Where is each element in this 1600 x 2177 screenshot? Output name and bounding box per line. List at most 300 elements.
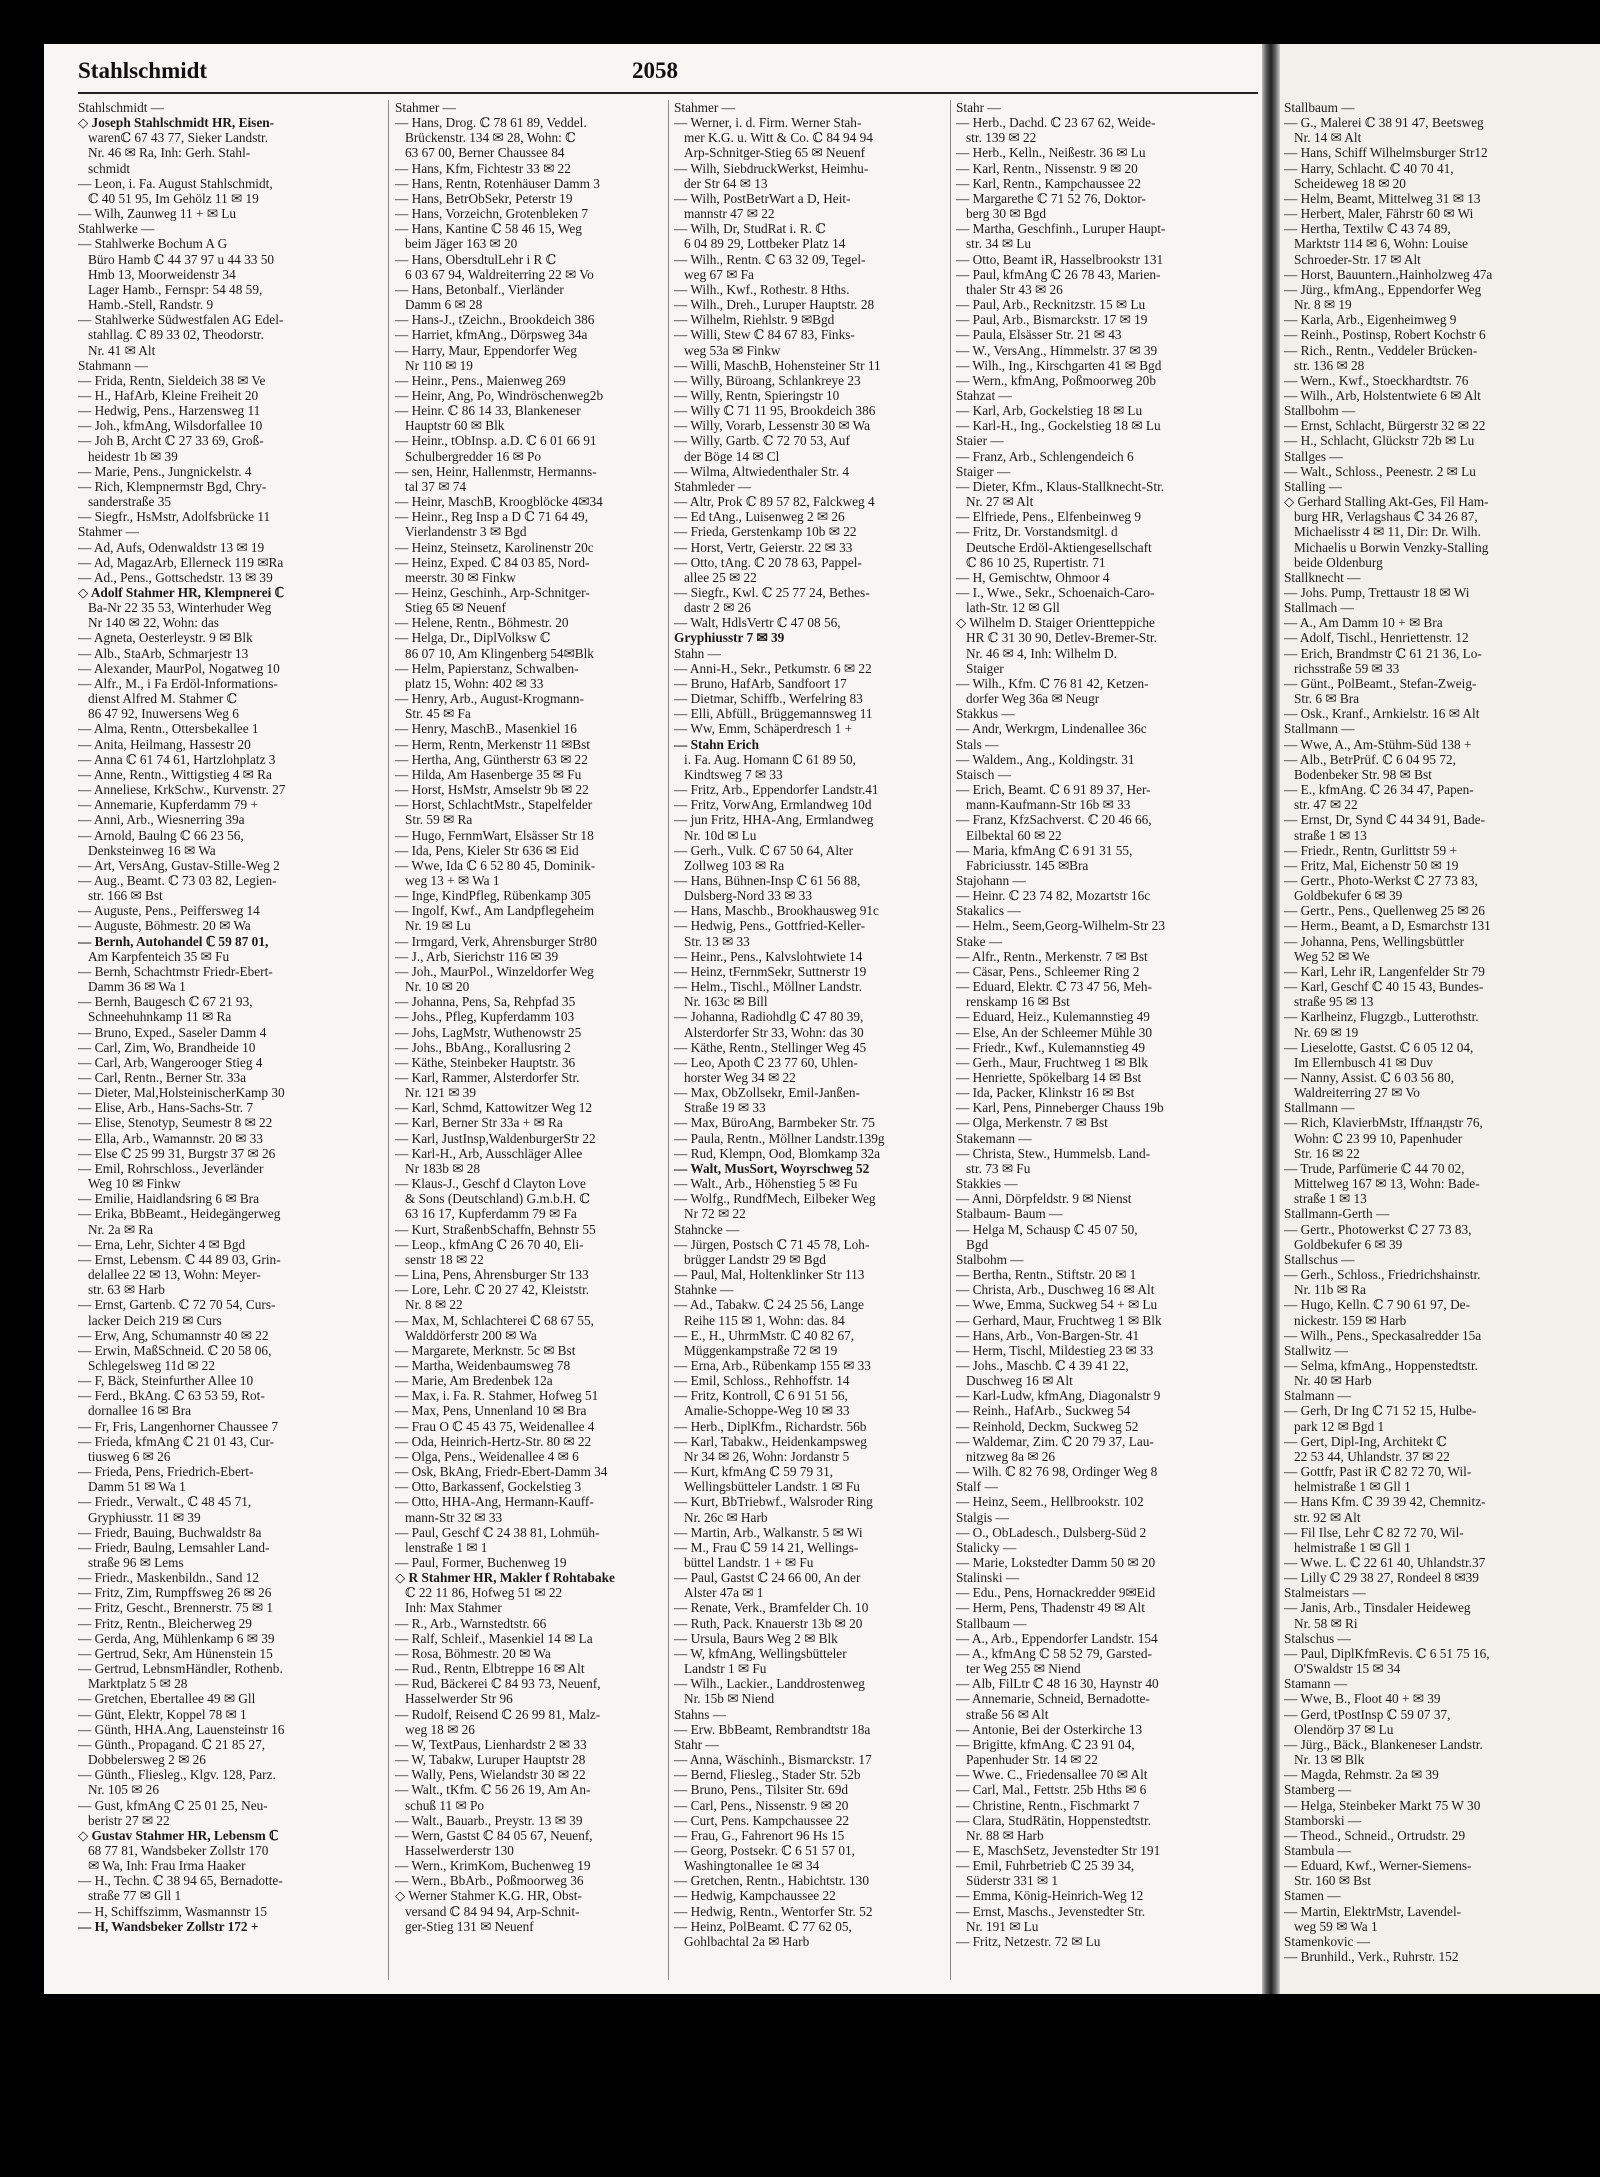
directory-entry: — E, MaschSetz, Jevenstedter Str 191: [956, 1842, 1161, 1858]
directory-entry: — W., VersAng., Himmelstr. 37 ✉ 39: [956, 342, 1158, 358]
directory-entry: Nr. 8 ✉ 19: [1294, 297, 1352, 313]
directory-entry: — Bruno, Exped., Saseler Damm 4: [78, 1024, 267, 1040]
directory-entry: — Wilh, Zaunweg 11 + ✉ Lu: [78, 206, 237, 222]
directory-entry: Zollweg 103 ✉ Ra: [684, 857, 785, 873]
directory-entry: — Martha, Geschfinh., Luruper Haupt-: [956, 221, 1166, 237]
directory-entry: — Wilh, PostBetrWart a D, Heit-: [674, 190, 851, 206]
directory-entry: — Wilh, Dr, StudRat i. R. ℂ: [674, 221, 826, 237]
directory-entry: mann-Kaufmann-Str 16b ✉ 33: [966, 797, 1131, 813]
directory-entry: Str. 13 ✉ 33: [684, 933, 750, 949]
directory-entry: — Hans, Betonbalf., Vierländer: [395, 281, 564, 297]
directory-entry: — Karl, Geschf ℂ 40 15 43, Bundes-: [1284, 979, 1484, 995]
directory-entry: — Karl, Lehr iR, Langenfelder Str 79: [1284, 963, 1485, 979]
directory-entry: — Hans, Kfm, Fichtestr 33 ✉ 22: [395, 160, 571, 176]
directory-entry: — Anita, Heilmang, Hassestr 20: [78, 736, 251, 752]
surname-heading: Stakkies —: [956, 1176, 1018, 1192]
directory-entry: Nr. 88 ✉ Harb: [966, 1827, 1044, 1843]
directory-entry: dorfer Weg 36a ✉ Neugr: [966, 691, 1100, 707]
directory-entry: Damm 36 ✉ Wa 1: [88, 979, 186, 995]
directory-entry: 22 53 44, Uhlandstr. 37 ✉ 22: [1294, 1448, 1450, 1464]
directory-entry: — Kurt, kfmAng ℂ 59 79 31,: [674, 1464, 834, 1480]
directory-entry: — Max, Pens, Unnenland 10 ✉ Bra: [395, 1403, 587, 1419]
directory-entry: — Wilh., Kfm. ℂ 76 81 42, Ketzen-: [956, 675, 1149, 691]
directory-entry: — Ingolf, Kwf., Am Landpflegeheim: [395, 903, 595, 919]
directory-entry: — Johs., BbAng., Korallusring 2: [395, 1039, 571, 1055]
directory-entry: — Walt, HdlsVertr ℂ 47 08 56,: [674, 615, 841, 631]
directory-entry: — Walt, MusSort, Woyrschweg 52: [674, 1160, 870, 1176]
directory-entry: — Willi, MaschB, Hohensteiner Str 11: [674, 357, 881, 373]
directory-entry: Nr. 69 ✉ 19: [1294, 1024, 1359, 1040]
directory-entry: ◇ Gerhard Stalling Akt-Ges, Fil Ham-: [1284, 494, 1489, 510]
directory-entry: — Wilh., Ing., Kirschgarten 41 ✉ Bgd: [956, 357, 1162, 373]
directory-entry: — Gottfr, Past iR ℂ 82 72 70, Wil-: [1284, 1464, 1472, 1480]
directory-entry: Nr. 19 ✉ Lu: [405, 918, 471, 934]
directory-entry: — Henry, Arb., August-Krogmann-: [395, 691, 584, 707]
directory-entry: — Erna, Lehr, Sichter 4 ✉ Bgd: [78, 1236, 246, 1252]
directory-entry: — Friedr., Rentn, Gurlittstr 59 +: [1284, 842, 1457, 858]
directory-entry: — Aug., Beamt. ℂ 73 03 82, Legien-: [78, 872, 277, 888]
directory-entry: — Johanna, Radiohdlg ℂ 47 80 39,: [674, 1009, 864, 1025]
directory-entry: Schulbergredder 16 ✉ Po: [405, 448, 542, 464]
directory-entry: — A., kfmAng ℂ 58 52 79, Garsted-: [956, 1645, 1152, 1661]
directory-entry: — Wilh., Kwf., Rothestr. 8 Hths.: [674, 281, 850, 297]
directory-entry: — Carl, Zim, Wo, Brandheide 10: [78, 1039, 256, 1055]
directory-entry: — Oda, Heinrich-Hertz-Str. 80 ✉ 22: [395, 1433, 592, 1449]
surname-heading: Stallschus —: [1284, 1251, 1355, 1267]
directory-entry: Goldbekufer 6 ✉ 39: [1294, 888, 1403, 904]
directory-entry: berg 30 ✉ Bgd: [966, 206, 1046, 222]
directory-entry: Amalie-Schoppe-Weg 10 ✉ 33: [684, 1403, 850, 1419]
directory-entry: Gryphiusstr 7 ✉ 39: [674, 630, 785, 646]
directory-entry: — Heinz, Exped. ℂ 84 03 85, Nord-: [395, 554, 590, 570]
directory-entry: ◇ R Stahmer HR, Makler f Rohtabake: [395, 1570, 615, 1586]
directory-entry: — Max, ObZollsekr, Emil-Janßen-: [674, 1085, 860, 1101]
directory-entry: — Henry, MaschB., Masenkiel 16: [395, 721, 577, 737]
directory-entry: — Gust, kfmAng ℂ 25 01 25, Neu-: [78, 1797, 268, 1813]
directory-entry: burg HR, Verlagshaus ℂ 34 26 87,: [1294, 509, 1478, 525]
directory-entry: versand ℂ 84 94 94, Arp-Schnit-: [405, 1903, 580, 1919]
directory-entry: Inh: Max Stahmer: [405, 1600, 502, 1616]
directory-entry: Fabriciusstr. 145 ✉Bra: [966, 857, 1089, 873]
directory-entry: schmidt: [88, 160, 131, 176]
directory-entry: — Johanna, Pens, Sa, Rehpfad 35: [395, 994, 576, 1010]
directory-entry: — W, TextPaus, Lienhardstr 2 ✉ 33: [395, 1736, 587, 1752]
directory-entry: — Ida, Pens, Kieler Str 636 ✉ Eid: [395, 842, 579, 858]
directory-entry: Vierlandenstr 3 ✉ Bgd: [405, 524, 527, 540]
directory-entry: O'Swaldstr 15 ✉ 34: [1294, 1661, 1401, 1677]
directory-entry: — Rosa, Böhmestr. 20 ✉ Wa: [395, 1645, 551, 1661]
directory-entry: — Horst, SchlachtMstr., Stapelfelder: [395, 797, 593, 813]
surname-heading: Stambula —: [1284, 1842, 1351, 1858]
directory-entry: — Wern., KrimKom, Buchenweg 19: [395, 1858, 591, 1874]
directory-entry: — Harry, Schlacht. ℂ 40 70 41,: [1284, 160, 1454, 176]
directory-entry: — Annemarie, Schneid, Bernadotte-: [956, 1691, 1150, 1707]
directory-entry: — Paul, Mal, Holtenklinker Str 113: [674, 1267, 865, 1283]
directory-entry: — Jürgen, Postsch ℂ 71 45 78, Loh-: [674, 1236, 870, 1252]
directory-entry: dornallee 16 ✉ Bra: [88, 1403, 192, 1419]
directory-entry: Waldreiterring 27 ✉ Vo: [1294, 1085, 1420, 1101]
directory-entry: Wellingsbütteler Landstr. 1 ✉ Fu: [684, 1479, 860, 1495]
directory-entry: Lager Hamb., Fernspr: 54 48 59,: [88, 281, 263, 297]
surname-heading: Staier —: [956, 433, 1004, 449]
directory-entry: — Emil, Fuhrbetrieb ℂ 25 39 34,: [956, 1858, 1135, 1874]
directory-entry: — Franz, KfzSachverst. ℂ 20 46 66,: [956, 812, 1152, 828]
directory-entry: — Gertr., Photowerkst ℂ 27 73 83,: [1284, 1221, 1472, 1237]
surname-heading: Stahmer —: [78, 524, 139, 540]
directory-entry: — Heinr., Pens., Maienweg 269: [395, 372, 566, 388]
directory-entry: — Alb, FilLtr ℂ 48 16 30, Haynstr 40: [956, 1676, 1159, 1692]
surname-heading: Stalicky —: [956, 1539, 1017, 1555]
directory-entry: — Karl, Schmd, Kattowitzer Weg 12: [395, 1100, 592, 1116]
directory-entry: Landstr 1 ✉ Fu: [684, 1661, 767, 1677]
directory-entry: der Böge 14 ✉ Cl: [684, 448, 780, 464]
directory-entry: — Bernh, Autohandel ℂ 59 87 01,: [78, 933, 269, 949]
directory-entry: Marktstr 114 ✉ 6, Wohn: Louise: [1294, 236, 1469, 252]
surname-heading: Stallmach —: [1284, 600, 1354, 616]
directory-entry: — Otto, Barkassenf, Gockelstieg 3: [395, 1479, 582, 1495]
directory-entry: — Fritz, Dr. Vorstandsmitgl. d: [956, 524, 1118, 540]
directory-entry: Hamb.-Stell, Randstr. 9: [88, 297, 214, 313]
directory-entry: Straße 19 ✉ 33: [684, 1100, 766, 1116]
directory-entry: Papenhuder Str. 14 ✉ 22: [966, 1752, 1098, 1768]
directory-entry: — Walt., Bauarb., Preystr. 13 ✉ 39: [395, 1812, 583, 1828]
directory-entry: Nr. 40 ✉ Harb: [1294, 1373, 1372, 1389]
directory-entry: — Gertr., Pens., Quellenweg 25 ✉ 26: [1284, 903, 1485, 919]
directory-entry: — Carl, Mal., Fettstr. 25b Hths ✉ 6: [956, 1782, 1147, 1798]
directory-entry: nitzweg 8a ✉ 26: [966, 1448, 1056, 1464]
directory-entry: — Günth., Fliesleg., Klgv. 128, Parz.: [78, 1767, 276, 1783]
directory-entry: — Carl, Pens., Nissenstr. 9 ✉ 20: [674, 1797, 849, 1813]
directory-entry: — Erw, Ang, Schumannstr 40 ✉ 22: [78, 1327, 269, 1343]
directory-entry: Walddörferstr 200 ✉ Wa: [405, 1327, 537, 1343]
surname-heading: Stakemann —: [956, 1130, 1032, 1146]
directory-entry: Hasselwerder Str 96: [405, 1691, 513, 1707]
directory-entry: tal 37 ✉ 74: [405, 478, 466, 494]
surname-heading: Stahn —: [674, 645, 721, 661]
directory-entry: — Walt., Arb., Höhenstieg 5 ✉ Fu: [674, 1176, 858, 1192]
directory-entry: — Paul, Gastst ℂ 24 66 00, An der: [674, 1570, 861, 1586]
directory-entry: — Hugo, FernmWart, Elsässer Str 18: [395, 827, 594, 843]
surname-heading: Stalmeistars —: [1284, 1585, 1366, 1601]
directory-entry: — Fritz, Arb., Eppendorfer Landstr.41: [674, 782, 879, 798]
directory-entry: — Willy ℂ 71 11 95, Brookdeich 386: [674, 403, 876, 419]
directory-entry: — Martin, Arb., Walkanstr. 5 ✉ Wi: [674, 1524, 863, 1540]
directory-entry: ◇ Werner Stahmer K.G. HR, Obst-: [395, 1888, 582, 1904]
directory-entry: — Karl, Berner Str 33a + ✉ Ra: [395, 1115, 563, 1131]
directory-entry: — Helm, Beamt, Mittelweg 31 ✉ 13: [1284, 190, 1481, 206]
directory-entry: — Elise, Stenotyp, Seumestr 8 ✉ 22: [78, 1115, 273, 1131]
directory-entry: — Renate, Verk., Bramfelder Ch. 10: [674, 1600, 869, 1616]
directory-entry: ◇ Adolf Stahmer HR, Klempnerei ℂ: [78, 585, 284, 600]
directory-entry: — Wilh., Pens., Speckasalredder 15a: [1284, 1327, 1482, 1343]
directory-entry: — Osk, BkAng, Friedr-Ebert-Damm 34: [395, 1464, 608, 1480]
directory-entry: — Friedr., Verwalt., ℂ 48 45 71,: [78, 1494, 252, 1510]
directory-entry: — Friedr, Baulng, Lemsahler Land-: [78, 1539, 270, 1555]
directory-entry: — Rudolf, Reisend ℂ 26 99 81, Malz-: [395, 1706, 601, 1722]
directory-entry: straße 96 ✉ Lems: [88, 1555, 184, 1570]
directory-entry: Str. 45 ✉ Fa: [405, 706, 471, 722]
directory-entry: — Anna, Wäschinh., Bismarckstr. 17: [674, 1752, 872, 1768]
surname-heading: Stahns —: [674, 1706, 727, 1722]
directory-entry: — Karl-H., Arb, Ausschläger Allee: [395, 1145, 583, 1161]
directory-entry: — Anni, Dörpfeldstr. 9 ✉ Nienst: [956, 1191, 1132, 1207]
directory-entry: — Frau O ℂ 45 43 75, Weidenallee 4: [395, 1418, 595, 1434]
header-rule: [78, 92, 1258, 94]
directory-entry: — E., H., UhrmMstr. ℂ 40 82 67,: [674, 1327, 855, 1343]
directory-entry: — Fritz, Mal, Eichenstr 50 ✉ 19: [1284, 857, 1459, 873]
directory-entry: — Helm, Papierstanz, Schwalben-: [395, 660, 579, 676]
directory-entry: — Heinr., Reg Insp a D ℂ 71 64 49,: [395, 509, 589, 525]
surname-heading: Stahmer —: [674, 100, 735, 115]
directory-entry: — Janis, Arb., Tinsdaler Heideweg: [1284, 1600, 1471, 1616]
directory-entry: straße 95 ✉ 13: [1294, 994, 1374, 1010]
directory-entry: 6 04 89 29, Lottbeker Platz 14: [684, 236, 846, 252]
directory-entry: — Karl, JustInsp,WaldenburgerStr 22: [395, 1130, 596, 1146]
directory-entry: — Klaus-J., Geschf d Clayton Love: [395, 1176, 586, 1192]
directory-entry: — Eduard, Elektr. ℂ 73 47 56, Meh-: [956, 979, 1152, 995]
directory-entry: park 12 ✉ Bgd 1: [1294, 1418, 1385, 1434]
directory-entry: Damm 51 ✉ Wa 1: [88, 1479, 186, 1495]
directory-entry: dastr 2 ✉ 26: [684, 600, 751, 616]
directory-entry: — Wolfg., RundfMech, Eilbeker Weg: [674, 1191, 876, 1207]
directory-entry: Reihe 115 ✉ 1, Wohn: das. 84: [684, 1312, 845, 1328]
directory-entry: — Otto, tAng. ℂ 20 78 63, Pappel-: [674, 554, 862, 570]
directory-entry: — Waldemar, Zim. ℂ 20 79 37, Lau-: [956, 1433, 1154, 1449]
directory-entry: — Karl, Rentn., Nissenstr. 9 ✉ 20: [956, 160, 1138, 176]
directory-entry: — Nanny, Assist. ℂ 6 03 56 80,: [1284, 1070, 1455, 1085]
directory-entry: & Sons (Deutschland) G.m.b.H. ℂ: [405, 1191, 590, 1207]
directory-entry: — Gertrud, LebnsmHändler, Rothenb.: [78, 1661, 283, 1677]
surname-heading: Stamberg —: [1284, 1782, 1352, 1798]
directory-entry: — Johs., Pfleg, Kupferdamm 103: [395, 1009, 575, 1025]
directory-entry: — Ernst, Maschs., Jevenstedter Str.: [956, 1903, 1146, 1919]
directory-entry: der Str 64 ✉ 13: [684, 175, 768, 191]
directory-entry: Duschweg 16 ✉ Alt: [966, 1373, 1073, 1389]
directory-entry: mann-Str 32 ✉ 33: [405, 1509, 503, 1525]
directory-entry: — Hans, Rentn, Rotenhäuser Damm 3: [395, 175, 600, 191]
directory-entry: thaler Str 43 ✉ 26: [966, 281, 1063, 297]
surname-heading: Stallmann-Gerth —: [1284, 1206, 1390, 1222]
directory-entry: Gryphiusstr. 11 ✉ 39: [88, 1509, 201, 1525]
directory-entry: — Paul, DiplKfmRevis. ℂ 6 51 75 16,: [1284, 1645, 1490, 1661]
directory-entry: Nr. 121 ✉ 39: [405, 1085, 476, 1101]
directory-entry: — M., Frau ℂ 59 14 21, Wellings-: [674, 1539, 859, 1555]
directory-entry: Goldbekufer 6 ✉ 39: [1294, 1236, 1403, 1252]
directory-entry: — Helga, Steinbeker Markt 75 W 30: [1284, 1797, 1481, 1813]
directory-entry: — Günth, HHA.Ang, Lauensteinstr 16: [78, 1721, 285, 1737]
directory-entry: — Rich, KlavierbMstr, Iffландstr 76,: [1284, 1115, 1483, 1131]
surname-heading: Stahncke —: [674, 1221, 740, 1237]
directory-entry: weg 18 ✉ 26: [405, 1721, 475, 1737]
directory-entry: ◇ Wilhelm D. Staiger Orientteppiche: [956, 615, 1155, 631]
directory-entry: helmistraße 1 ✉ Gll 1: [1294, 1539, 1411, 1555]
directory-entry: — Frieda, Gerstenkamp 10b ✉ 22: [674, 524, 857, 540]
directory-entry: — jun Fritz, HHA-Ang, Ermlandweg: [674, 812, 874, 828]
directory-entry: — Gerhard, Maur, Fruchtweg 1 ✉ Blk: [956, 1312, 1162, 1328]
directory-entry: — Rich., Rentn., Veddeler Brücken-: [1284, 342, 1478, 358]
surname-heading: Stahlwerke —: [78, 221, 155, 237]
directory-entry: 6 03 67 94, Waldreiterring 22 ✉ Vo: [405, 266, 594, 282]
directory-entry: — Reinhold, Deckm, Suckweg 52: [956, 1418, 1139, 1434]
directory-entry: — Wilh. ℂ 82 76 98, Ordinger Weg 8: [956, 1464, 1158, 1480]
directory-entry: — Johanna, Pens, Wellingsbüttler: [1284, 933, 1465, 949]
directory-entry: Staiger: [966, 660, 1004, 676]
directory-entry: Eilbektal 60 ✉ 22: [966, 827, 1062, 843]
directory-column-2: [395, 100, 663, 2000]
directory-entry: — W, kfmAng, Wellingsbütteler: [674, 1645, 847, 1661]
directory-entry: — O., ObLadesch., Dulsberg-Süd 2: [956, 1524, 1147, 1540]
directory-entry: — Hertha, Textilw ℂ 43 74 89,: [1284, 221, 1451, 237]
directory-entry: — Hans, Maschb., Brookhausweg 91c: [674, 903, 879, 919]
directory-entry: — Herm., Beamt, a D, Esmarchstr 131: [1284, 918, 1491, 934]
directory-entry: — Frida, Rentn, Sieldeich 38 ✉ Ve: [78, 372, 266, 388]
directory-entry: — Inge, KindPfleg, Rübenkamp 305: [395, 888, 591, 904]
directory-entry: — sen, Heinr, Hallenmstr, Hermanns-: [395, 463, 597, 479]
directory-entry: Im Ellernbusch 41 ✉ Duv: [1294, 1054, 1433, 1070]
directory-entry: — Eduard, Heiz., Kulemannstieg 49: [956, 1009, 1150, 1025]
directory-entry: — J., Arb, Sierichstr 116 ✉ 39: [395, 948, 559, 964]
directory-entry: Weg 10 ✉ Finkw: [88, 1176, 181, 1192]
directory-entry: — Alfr., M., i Fa Erdöl-Informations-: [78, 675, 278, 691]
directory-entry: mer K.G. u. Witt & Co. ℂ 84 94 94: [684, 130, 873, 146]
directory-entry: — Horst, Vertr, Geierstr. 22 ✉ 33: [674, 539, 853, 555]
directory-entry: — Gerh, Dr Ing ℂ 71 52 15, Hulbe-: [1284, 1403, 1477, 1419]
directory-entry: — Hans, Arb., Von-Bargen-Str. 41: [956, 1327, 1140, 1343]
directory-entry: Nr. 163c ✉ Bill: [684, 994, 768, 1010]
directory-entry: — Dieter, Mal,HolsteinischerKamp 30: [78, 1085, 285, 1101]
directory-entry: — Fr, Fris, Langenhorner Chaussee 7: [78, 1418, 278, 1434]
directory-entry: Washingtonallee 1e ✉ 34: [684, 1858, 820, 1874]
surname-heading: Stallmann —: [1284, 1100, 1355, 1116]
directory-entry: — Wilh., Lackier., Landdrostenweg: [674, 1676, 865, 1692]
directory-entry: — Herb., Dachd. ℂ 23 67 62, Weide-: [956, 115, 1156, 131]
directory-entry: — Ralf, Schleif., Masenkiel 14 ✉ La: [395, 1630, 593, 1646]
directory-entry: Dobbelersweg 2 ✉ 26: [88, 1752, 206, 1768]
directory-entry: Str. 59 ✉ Ra: [405, 812, 473, 828]
directory-entry: Alster 47a ✉ 1: [684, 1585, 764, 1601]
directory-entry: Nr. 26c ✉ Harb: [684, 1509, 768, 1525]
directory-entry: — Karl, Tabakw., Heidenkampsweg: [674, 1433, 867, 1449]
column-divider: [388, 100, 389, 1980]
directory-entry: ℂ 22 11 86, Hofweg 51 ✉ 22: [405, 1585, 563, 1601]
directory-entry: — Ursula, Baurs Weg 2 ✉ Blk: [674, 1630, 838, 1646]
directory-entry: — Ad, Aufs, Odenwaldstr 13 ✉ 19: [78, 539, 265, 555]
directory-entry: — Otto, HHA-Ang, Hermann-Kauff-: [395, 1494, 594, 1510]
directory-entry: — Otto, Beamt iR, Hasselbrookstr 131: [956, 251, 1164, 267]
directory-entry: — Fritz, VorwAng, Ermlandweg 10d: [674, 797, 872, 813]
directory-entry: Hmb 13, Moorweidenstr 34: [88, 266, 236, 282]
directory-entry: — Karla, Arb., Eigenheimweg 9: [1284, 312, 1457, 328]
directory-entry: — H., Schlacht, Glückstr 72b ✉ Lu: [1284, 433, 1475, 449]
directory-entry: — Wilma, Altwiedenthaler Str. 4: [674, 463, 850, 479]
surname-heading: Stamenkovic —: [1284, 1933, 1371, 1949]
directory-entry: — Johs., Maschb. ℂ 4 39 41 22,: [956, 1357, 1129, 1373]
directory-entry: Büro Hamb ℂ 44 37 97 u 44 33 50: [88, 251, 275, 267]
directory-entry: — H, Wandsbeker Zollstr 172 +: [78, 1918, 259, 1934]
directory-column-4: [956, 100, 1224, 2000]
surname-heading: Stamborski —: [1284, 1812, 1362, 1828]
directory-entry: ger-Stieg 131 ✉ Neuenf: [405, 1918, 534, 1934]
directory-entry: stahllag. ℂ 89 33 02, Theodorstr.: [88, 327, 264, 343]
surname-heading: Stahlschmidt —: [78, 100, 165, 115]
directory-entry: — Herm, Pens, Thadenstr 49 ✉ Alt: [956, 1600, 1145, 1616]
directory-entry: — Rud, Klempn, Ood, Blomkamp 32a: [674, 1145, 881, 1161]
directory-entry: — Bruno, Pens., Tilsiter Str. 69d: [674, 1782, 849, 1798]
directory-entry: — Ernst, Schlacht, Bürgerstr 32 ✉ 22: [1284, 418, 1486, 434]
directory-entry: — Lieselotte, Gastst. ℂ 6 05 12 04,: [1284, 1039, 1474, 1055]
directory-entry: — Dietmar, Schiffb., Werfelring 83: [674, 691, 863, 707]
surname-heading: Stahr —: [956, 100, 1001, 115]
directory-entry: ter Weg 255 ✉ Niend: [966, 1661, 1081, 1677]
directory-entry: — Martin, ElektrMstr, Lavendel-: [1284, 1903, 1462, 1919]
directory-entry: — Elfriede, Pens., Elfenbeinweg 9: [956, 509, 1141, 525]
directory-entry: — Joh B, Archt ℂ 27 33 69, Groß-: [78, 433, 264, 449]
directory-entry: 86 07 10, Am Klingenberg 54✉Blk: [405, 645, 594, 661]
directory-entry: Nr. 8 ✉ 22: [405, 1297, 463, 1313]
directory-entry: — Fritz, Rentn., Bleicherweg 29: [78, 1615, 252, 1631]
directory-entry: — Alexander, MaurPol, Nogatweg 10: [78, 660, 280, 676]
directory-entry: — Rud., Rentn, Elbtreppe 16 ✉ Alt: [395, 1661, 585, 1677]
directory-entry: Nr. 41 ✉ Alt: [88, 342, 156, 358]
directory-entry: — Karlheinz, Flugzgb., Lutterothstr.: [1284, 1009, 1479, 1025]
directory-entry: — E., kfmAng. ℂ 26 34 47, Papen-: [1284, 782, 1474, 798]
directory-entry: nickestr. 159 ✉ Harb: [1294, 1312, 1407, 1328]
directory-entry: — Hugo, Kelln. ℂ 7 90 61 97, De-: [1284, 1297, 1471, 1313]
directory-entry: weg 53a ✉ Finkw: [684, 342, 781, 358]
directory-entry: — Erw. BbBeamt, Rembrandtstr 18a: [674, 1721, 871, 1737]
directory-entry: — Johs, LagMstr, Wuthenowstr 25: [395, 1024, 582, 1040]
directory-entry: — G., Malerei ℂ 38 91 47, Beetsweg: [1284, 115, 1484, 131]
directory-entry: — Gerda, Ang, Mühlenkamp 6 ✉ 39: [78, 1630, 275, 1646]
column-divider: [950, 100, 951, 1980]
directory-entry: — Johs. Pump, Trettaustr 18 ✉ Wi: [1284, 585, 1470, 600]
directory-entry: Marktplatz 5 ✉ 28: [88, 1676, 188, 1692]
directory-entry: Alsterdorfer Str 33, Wohn: das 30: [684, 1024, 864, 1040]
directory-entry: Am Karpfenteich 35 ✉ Fu: [88, 948, 230, 964]
directory-entry: Müggenkampstraße 72 ✉ 19: [684, 1342, 838, 1358]
directory-entry: — Bernh, Baugesch ℂ 67 21 93,: [78, 994, 253, 1010]
surname-heading: Stahr —: [674, 1736, 719, 1752]
directory-entry: — Karl-Ludw, kfmAng, Diagonalstr 9: [956, 1388, 1161, 1404]
directory-entry: — Helene, Rentn., Böhmestr. 20: [395, 615, 569, 631]
directory-entry: Nr. 14 ✉ Alt: [1294, 130, 1362, 146]
directory-entry: — Emil, Rohrschloss., Jeverländer: [78, 1160, 264, 1176]
directory-entry: Nr 140 ✉ 22, Wohn: das: [88, 615, 219, 631]
directory-entry: — Kurt, BbTriebwf., Walsroder Ring: [674, 1494, 873, 1510]
directory-entry: — Joh., MaurPol., Winzeldorfer Weg: [395, 963, 594, 979]
directory-entry: — H, Schiffszimm, Wasmannstr 15: [78, 1903, 268, 1919]
surname-heading: Stahmer —: [395, 100, 456, 115]
directory-entry: — Harriet, kfmAng., Dörpsweg 34a: [395, 327, 588, 343]
directory-entry: — Siegfr., HsMstr, Adolfsbrücke 11: [78, 509, 271, 525]
directory-entry: — Hans Kfm. ℂ 39 39 42, Chemnitz-: [1284, 1494, 1486, 1510]
directory-entry: — Hedwig, Pens., Gottfried-Keller-: [674, 918, 866, 934]
directory-entry: Nr. 46 ✉ 4, Inh: Wilhelm D.: [966, 645, 1118, 661]
directory-entry: — Fritz, Gescht., Brennerstr. 75 ✉ 1: [78, 1600, 274, 1616]
directory-entry: str. 34 ✉ Lu: [966, 236, 1032, 252]
directory-entry: str. 63 ✉ Harb: [88, 1282, 165, 1298]
directory-entry: Bgd: [966, 1236, 989, 1252]
directory-entry: — Hans, Schiff Wilhelmsburger Str12: [1284, 145, 1488, 161]
directory-entry: — Erich, Brandmstr ℂ 61 21 36, Lo-: [1284, 645, 1482, 661]
surname-heading: Stallknecht —: [1284, 569, 1361, 585]
surname-heading: Stallges —: [1284, 448, 1343, 464]
directory-entry: — Martha, Weidenbaumsweg 78: [395, 1357, 571, 1373]
directory-entry: — Annemarie, Kupferdamm 79 +: [78, 797, 258, 813]
directory-entry: Hauptstr 60 ✉ Blk: [405, 418, 505, 434]
directory-entry: — Marie, Pens., Jungnickelstr. 4: [78, 463, 252, 479]
directory-entry: ℂ 86 10 25, Rupertistr. 71: [966, 554, 1106, 570]
